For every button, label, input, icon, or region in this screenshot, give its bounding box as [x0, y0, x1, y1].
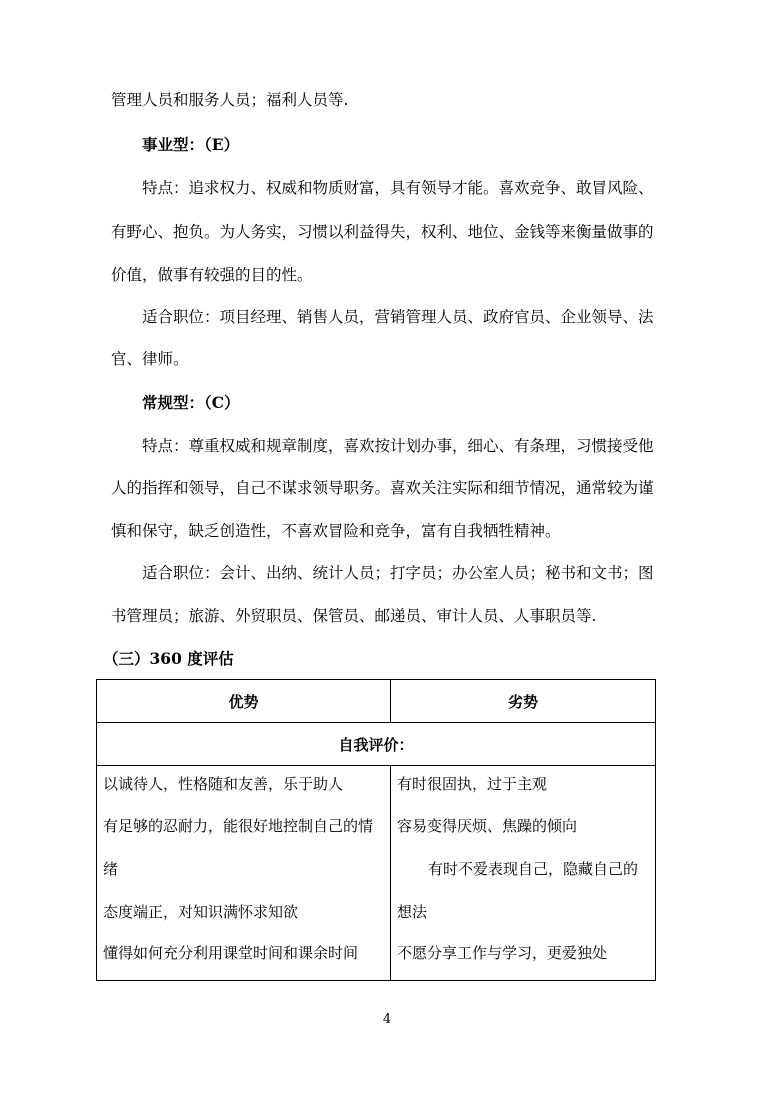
enterprising-jobs-line-1: 适合职位：项目经理、销售人员，营销管理人员、政府官员、企业领导、法	[142, 308, 654, 326]
heading-enterprising: 事业型：（E）	[142, 135, 240, 154]
weakness-item: 想法	[397, 903, 428, 921]
strengths-cell	[97, 766, 391, 981]
heading-conventional: 常规型：（C）	[142, 393, 240, 412]
weakness-item: 有时不爱表现自己，隐藏自己的	[428, 860, 639, 878]
section-title-360-evaluation: （三）360 度评估	[103, 649, 234, 668]
paragraph-management: 管理人员和服务人员；福利人员等.	[111, 91, 349, 109]
conventional-jobs-line-2: 书管理员；旅游、外贸职员、保管员、邮递员、审计人员、人事职员等.	[111, 607, 597, 625]
conventional-features-line-3: 慎和保守，缺乏创造性，不喜欢冒险和竞争，富有自我牺牲精神。	[111, 522, 561, 540]
conventional-features-line-2: 人的指挥和领导，自己不谋求领导职务。喜欢关注实际和细节情况，通常较为谨	[111, 479, 654, 497]
weaknesses-cell	[391, 766, 656, 981]
weakness-item: 不愿分享工作与学习，更爱独处	[397, 944, 608, 962]
strength-item: 以诚待人，性格随和友善，乐于助人	[103, 775, 344, 793]
strength-item: 态度端正，对知识满怀求知欲	[103, 903, 299, 921]
conventional-jobs-line-1: 适合职位：会计、出纳、统计人员；打字员；办公室人员；秘书和文书；图	[142, 564, 654, 582]
weakness-item: 容易变得厌烦、焦躁的倾向	[397, 817, 578, 835]
enterprising-features-line-3: 价值，做事有较强的目的性。	[111, 266, 313, 284]
column-header-weaknesses: 劣势	[391, 680, 656, 723]
weakness-item: 有时很固执，过于主观	[397, 775, 548, 793]
conventional-features-line-1: 特点：尊重权威和规章制度，喜欢按计划办事，细心、有条理，习惯接受他	[142, 437, 654, 455]
evaluation-table	[96, 679, 656, 981]
enterprising-features-line-1: 特点：追求权力、权威和物质财富，具有领导才能。喜欢竞争、敢冒风险、	[142, 179, 654, 197]
strength-item: 懂得如何充分利用课堂时间和课余时间	[103, 944, 359, 962]
self-evaluation-row: 自我评价：	[97, 723, 656, 766]
page-number: 4	[382, 1012, 392, 1027]
enterprising-jobs-line-2: 官、律师。	[111, 350, 189, 368]
column-header-strengths: 优势	[97, 680, 391, 723]
strength-item: 有足够的忍耐力，能很好地控制自己的情	[103, 817, 374, 835]
strength-item: 绪	[103, 860, 119, 878]
enterprising-features-line-2: 有野心、抱负。为人务实，习惯以利益得失，权利、地位、金钱等来衡量做事的	[111, 223, 654, 241]
